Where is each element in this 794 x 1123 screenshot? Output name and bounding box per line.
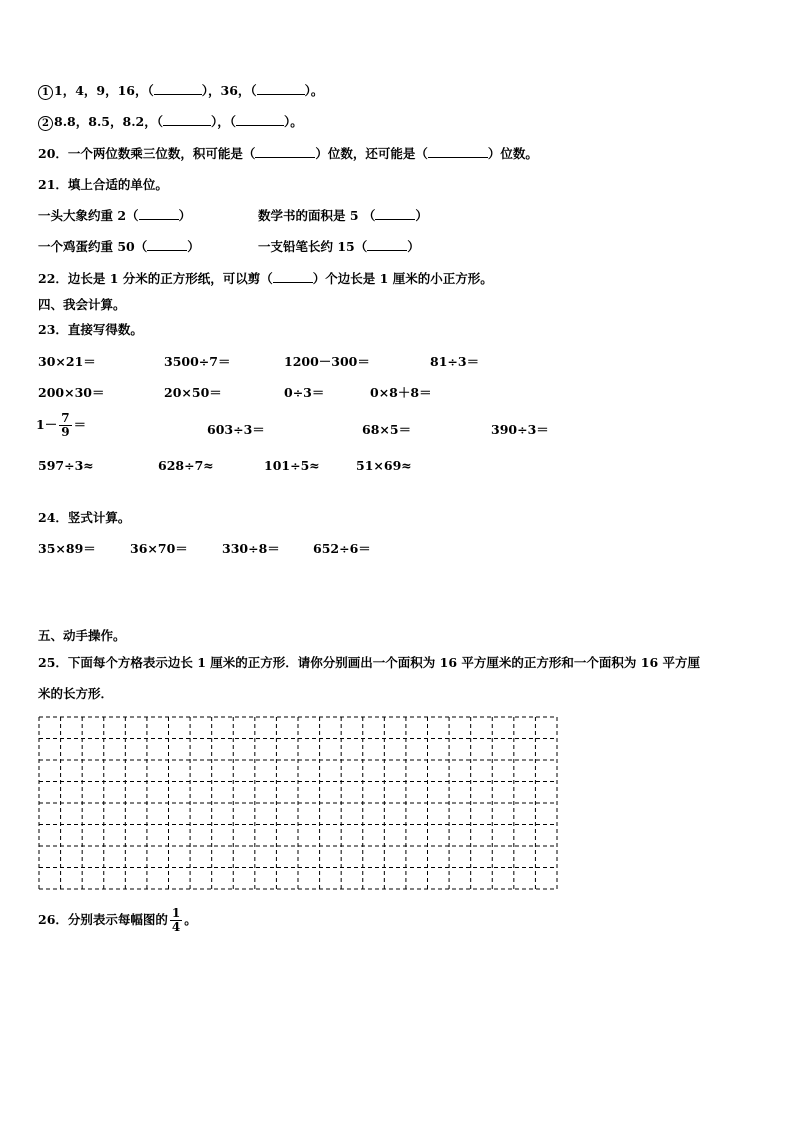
q21-item-end: ） — [178, 208, 192, 223]
answer-blank[interactable] — [147, 239, 187, 251]
q23-r1-c3: 1200－300＝ — [284, 354, 370, 369]
q21-item-text: 一个鸡蛋约重 50（ — [38, 239, 148, 254]
fraction-denominator: 9 — [61, 424, 70, 439]
q19-sub2-mid: ），（ — [211, 114, 237, 129]
answer-blank[interactable] — [163, 114, 211, 126]
expr-suffix: ＝ — [73, 417, 87, 432]
dashed-square-grid[interactable] — [38, 716, 558, 890]
q20-text: 20．一个两位数乘三位数，积可能是（ — [38, 146, 256, 161]
q23-r3-c3: 68×5＝ — [362, 422, 412, 437]
q21-item-end: ） — [415, 208, 428, 223]
q19-sub2 — [38, 114, 303, 131]
answer-blank[interactable] — [255, 146, 315, 158]
q21-item-4 — [258, 239, 420, 255]
q23-r2-c3: 0÷3＝ — [284, 385, 325, 400]
fraction — [59, 412, 71, 439]
q21-item-2 — [258, 208, 428, 224]
q19-sub1-mid: ），36，（ — [201, 83, 257, 98]
q23-r1-c1: 30×21＝ — [38, 354, 96, 369]
answer-blank[interactable] — [139, 208, 179, 220]
answer-blank[interactable] — [257, 83, 305, 95]
q23-r2-c4: 0×8＋8＝ — [370, 385, 432, 400]
section-5-heading: 五、动手操作。 — [38, 628, 126, 643]
fraction-denominator: 4 — [171, 919, 181, 934]
q24-item-4: 652÷6＝ — [313, 541, 371, 556]
q25-line1: 25．下面每个方格表示边长 1 厘米的正方形．请你分别画出一个面积为 16 平方厘米的正方形和一个面积为 16 平方厘 — [38, 655, 700, 670]
q23-r1-c2: 3500÷7＝ — [164, 354, 231, 369]
answer-blank[interactable] — [367, 239, 407, 251]
q19-sub1 — [38, 83, 323, 100]
circled-number-1: 1 — [38, 85, 53, 100]
q23-r4-c1: 597÷3≈ — [38, 458, 94, 473]
q23-r1-c4: 81÷3＝ — [430, 354, 480, 369]
q23-r4-c4: 51×69≈ — [356, 458, 412, 473]
q20-mid: ）位数，还可能是（ — [315, 146, 428, 161]
q19-sub2-end: ）。 — [284, 114, 303, 129]
q21-item-text: 一头大象约重 2（ — [38, 208, 139, 223]
q22-end: ）个边长是 1 厘米的小正方形。 — [312, 271, 493, 286]
q23-title: 23．直接写得数。 — [38, 322, 143, 337]
q23-r3-c1 — [36, 411, 86, 439]
fraction-numerator: 7 — [61, 410, 70, 425]
q21-item-3 — [38, 239, 200, 255]
q24-item-1: 35×89＝ — [38, 541, 96, 556]
q23-r2-c2: 20×50＝ — [164, 385, 222, 400]
fraction-numerator: 1 — [171, 905, 181, 920]
answer-blank[interactable] — [273, 271, 313, 283]
fraction — [170, 907, 182, 934]
expr-prefix: 1－ — [36, 417, 58, 432]
q24-item-2: 36×70＝ — [130, 541, 188, 556]
q21-item-text: 一支铅笔长约 15（ — [258, 239, 368, 254]
q26-text: 26．分别表示每幅图的 — [38, 912, 168, 927]
q23-r4-c2: 628÷7≈ — [158, 458, 214, 473]
q20-end: ）位数。 — [487, 146, 538, 161]
q20 — [38, 146, 538, 162]
q23-r3-c2: 603÷3＝ — [207, 422, 265, 437]
answer-blank[interactable] — [236, 114, 284, 126]
q22-text: 22．边长是 1 分米的正方形纸，可以剪（ — [38, 271, 273, 286]
q25-line2: 米的长方形． — [38, 686, 114, 701]
answer-blank[interactable] — [375, 208, 415, 220]
q26-end: 。 — [184, 912, 197, 927]
q19-sub1-end: ）。 — [304, 83, 324, 98]
q26 — [38, 902, 197, 938]
circled-number-2: 2 — [38, 116, 53, 131]
q24-title: 24．竖式计算。 — [38, 510, 131, 525]
q22 — [38, 271, 493, 287]
q21-item-end: ） — [187, 239, 200, 254]
q23-r2-c1: 200×30＝ — [38, 385, 105, 400]
q23-r4-c3: 101÷5≈ — [264, 458, 320, 473]
q19-sub2-text: 8.8，8.5，8.2，（ — [54, 114, 163, 129]
q21-item-text: 数学书的面积是 5 （ — [258, 208, 376, 223]
q21-item-end: ） — [407, 239, 420, 254]
answer-blank[interactable] — [154, 83, 202, 95]
q21-item-1 — [38, 208, 191, 224]
q19-sub1-text: 1，4，9，16，（ — [54, 83, 154, 98]
q23-r3-c4: 390÷3＝ — [491, 422, 549, 437]
q21-title: 21．填上合适的单位。 — [38, 177, 168, 192]
section-4-heading: 四、我会计算。 — [38, 297, 126, 312]
answer-blank[interactable] — [428, 146, 488, 158]
q24-item-3: 330÷8＝ — [222, 541, 280, 556]
